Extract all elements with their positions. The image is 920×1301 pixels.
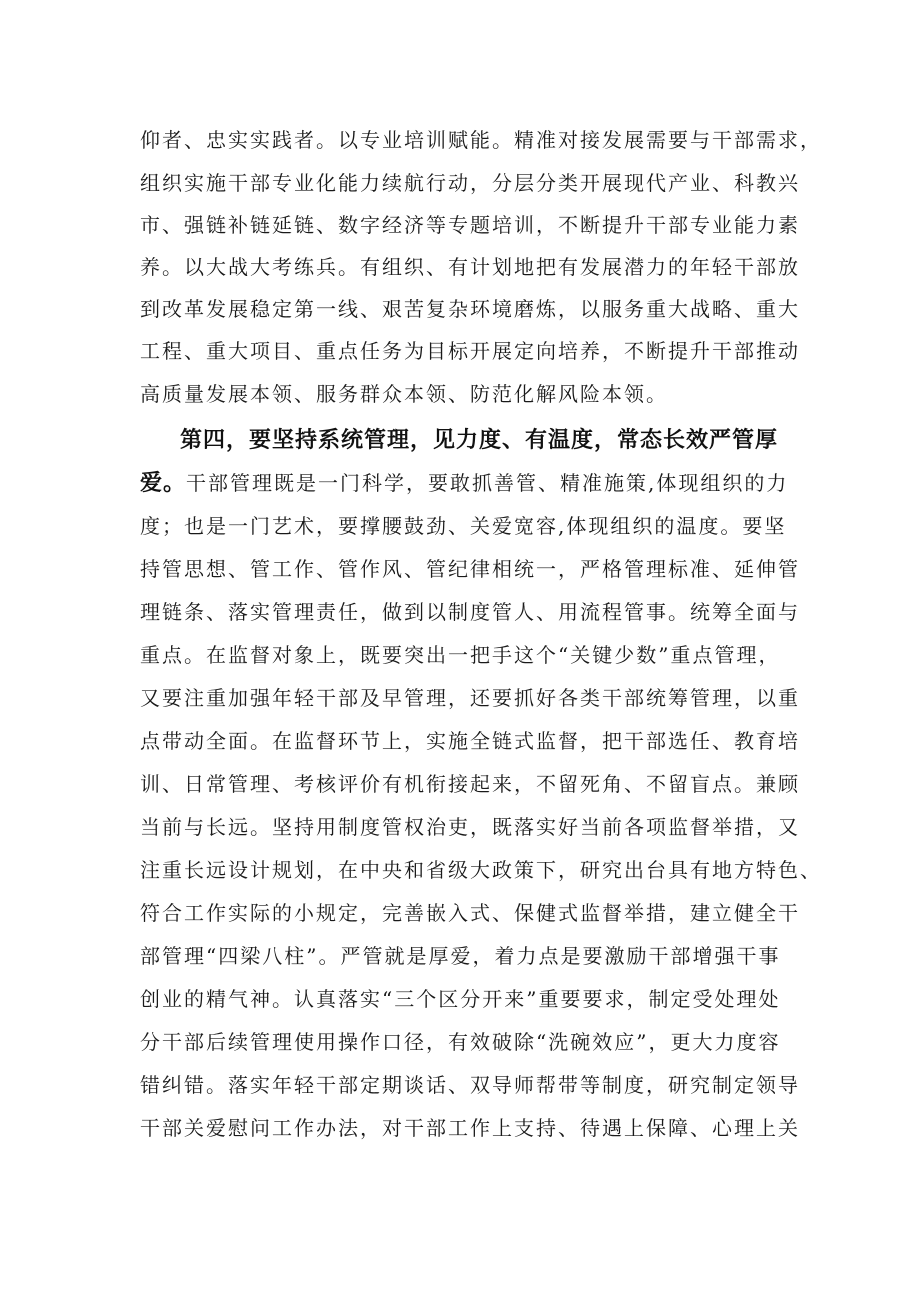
paragraph-line: 理链条、落实管理责任，做到以制度管人、用流程管事。统筹全面与 bbox=[140, 600, 800, 624]
paragraph-line: 工程、重大项目、重点任务为目标开展定向培养，不断提升干部推动 bbox=[140, 339, 800, 363]
paragraph-line: 创业的精气神。认真落实“三个区分开来”重要要求，制定受处理处 bbox=[140, 987, 781, 1011]
paragraph-line: 注重长远设计规划，在中央和省级大政策下，研究出台具有地方特色、 bbox=[140, 858, 822, 882]
paragraph-line: 组织实施干部专业化能力续航行动，分层分类开展现代产业、科教兴 bbox=[140, 171, 800, 195]
paragraph-line: 又要注重加强年轻干部及早管理，还要抓好各类干部统筹管理，以重 bbox=[140, 686, 800, 710]
paragraph-line: 养。以大战大考练兵。有组织、有计划地把有发展潜力的年轻干部放 bbox=[140, 255, 800, 279]
paragraph-line: 部管理“四梁八柱”。严管就是厚爱，着力点是要激励干部增强干事 bbox=[140, 944, 781, 968]
paragraph-line: 高质量发展本领、服务群众本领、防范化解风险本领。 bbox=[140, 382, 668, 406]
paragraph-line: 当前与长远。坚持用制度管权治吏，既落实好当前各项监督举措，又 bbox=[140, 815, 800, 839]
paragraph-line: 分干部后续管理使用操作口径，有效破除“洗碗效应”，更大力度容 bbox=[140, 1030, 781, 1054]
paragraph-line: 训、日常管理、考核评价有机衔接起来，不留死角、不留盲点。兼顾 bbox=[140, 772, 800, 796]
paragraph-line: 市、强链补链延链、数字经济等专题培训，不断提升干部专业能力素 bbox=[140, 213, 800, 237]
paragraph-line: 错纠错。落实年轻干部定期谈话、双导师帮带等制度，研究制定领导 bbox=[140, 1073, 800, 1097]
paragraph-line: 持管思想、管工作、管作风、管纪律相统一，严格管理标准、延伸管 bbox=[140, 557, 800, 581]
paragraph-line: 干部关爱慰问工作办法，对干部工作上支持、待遇上保障、心理上关 bbox=[140, 1116, 800, 1140]
section-heading-end: 爱。 bbox=[140, 471, 187, 496]
paragraph-line: 符合工作实际的小规定，完善嵌入式、保健式监督举措，建立健全干 bbox=[140, 901, 800, 925]
section-heading: 第四，要坚持系统管理，见力度、有温度，常态长效严管厚 bbox=[180, 428, 779, 453]
paragraph-line: 重点。在监督对象上，既要突出一把手这个“关键少数”重点管理， bbox=[140, 643, 781, 667]
paragraph-line: 到改革发展稳定第一线、艰苦复杂环境磨炼，以服务重大战略、重大 bbox=[140, 297, 800, 321]
paragraph-line: 点带动全面。在监督环节上，实施全链式监督，把干部选任、教育培 bbox=[140, 729, 800, 753]
paragraph-line: 仰者、忠实实践者。以专业培训赋能。精准对接发展需要与干部需求， bbox=[140, 128, 822, 152]
paragraph-line: 度；也是一门艺术，要撑腰鼓劲、关爱宽容,体现组织的温度。要坚 bbox=[140, 514, 787, 538]
heading-continuation-line bbox=[140, 470, 788, 497]
paragraph-text: 干部管理既是一门科学，要敢抓善管、精准施策,体现组织的力 bbox=[186, 471, 789, 495]
